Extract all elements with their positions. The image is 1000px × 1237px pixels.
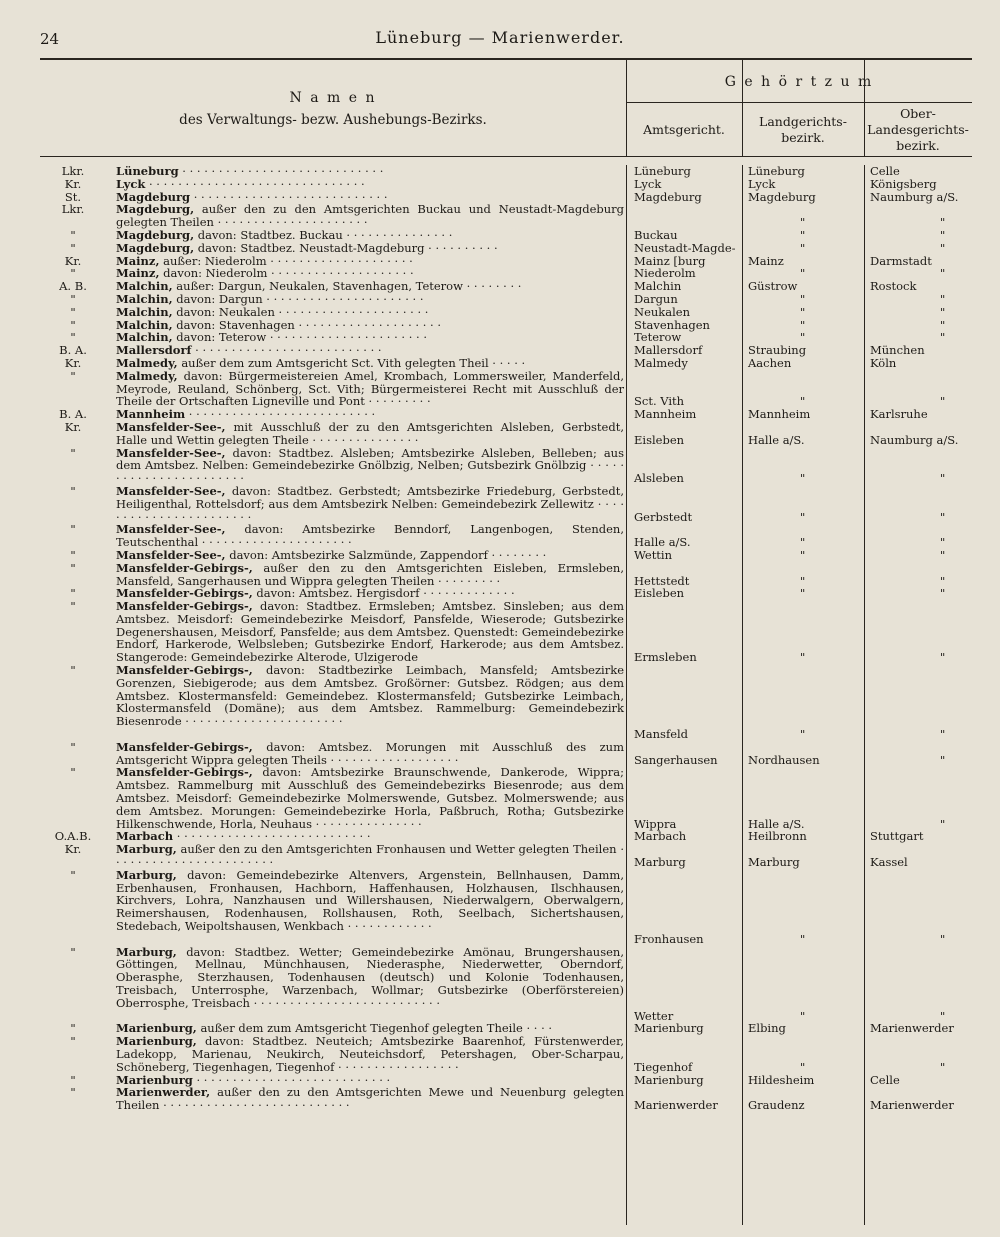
row-amtsgericht: Wetter — [634, 1008, 674, 1023]
row-district-name — [116, 523, 624, 549]
row-district-detail: davon: Gemeindebezirke Altenvers, Argenstein, Bellnhausen, Damm, Erbenhausen, Fronhausen, Hachborn, Haffenhausen, Holzhausen, Ilschhausen, Kirchvers, Lohra, Nanzhausen und Willershausen, Niederwalgern, Oberwalgern, Reimershausen, Rodenhausen, Rollshausen, Roth, Seelbach, Sichertshausen, Stedebach, Weipoltshausen, Wenkbach · · · · · · · · · · · · — [116, 867, 624, 934]
row-amtsgericht: Wettin — [634, 547, 673, 562]
row-district-detail: davon: Amtsbezirke Salzmünde, Zappendorf · · · · · · · · — [225, 547, 547, 562]
row-landgericht: " — [800, 573, 806, 588]
row-district-main: Malmedy, — [116, 368, 178, 383]
row-oberlandesgericht: " — [940, 1059, 946, 1074]
row-district-detail: außer: Niederolm · · · · · · · · · · · · · · · · · · · · — [159, 253, 413, 268]
row-oberlandesgericht: " — [940, 394, 946, 409]
row-district-name — [116, 447, 624, 485]
row-district-main: Magdeburg, — [116, 240, 195, 255]
table-row — [40, 203, 972, 229]
row-amtsgericht: Magdeburg — [634, 189, 702, 204]
table-row — [40, 421, 972, 447]
row-amtsgericht: Tiegenhof — [634, 1059, 693, 1074]
row-landgericht: " — [800, 304, 806, 319]
row-district-detail: davon: Stadtbez. Wetter; Gemeindebezirke Amönau, Brungershausen, Göttingen, Mellnau, Münchhausen, Niederasphe, Niederwetter, Oberndorf, Oberasphe, Sterzhausen, Todenhausen (deutsch) und Kolonie Todenhausen, Treisbach, Unterrosphe, Warzenbach, Wollmar; Gutsbezirke (Oberförstereien) Oberrosphe, Treisbach · · · · · · · · · · · · · · · · · · · · · · · · · · — [116, 944, 624, 1010]
row-district-main: Lyck — [116, 176, 146, 191]
row-landgericht: Straubing — [748, 343, 807, 358]
row-kind: B. A. — [59, 343, 87, 358]
row-district-name — [116, 741, 624, 767]
row-district-main: Mansfelder-See-, — [116, 419, 226, 434]
row-landgericht: Lüneburg — [748, 165, 805, 178]
row-oberlandesgericht: " — [940, 330, 946, 345]
row-district-main: Malchin, — [116, 279, 173, 294]
row-oberlandesgericht: " — [940, 240, 946, 255]
row-district-detail: · · · · · · · · · · · · · · · · · · · · · · · · · · · — [190, 189, 388, 204]
row-kind: " — [70, 765, 76, 780]
row-landgericht: " — [800, 509, 806, 524]
row-oberlandesgericht: Darmstadt — [870, 253, 932, 268]
row-district-detail: davon: Stadtbez. Neuteich; Amtsbezirke Baarenhof, Fürstenwerder, Ladekopp, Marienau, Neukirch, Neuteichsdorf, Petershagen, Ober-Scharpau, Schöneberg, Tiegenhagen, Tiegenhof · · · · · · · · · · · · · · · · · — [116, 1034, 624, 1074]
row-kind: Kr. — [64, 842, 82, 857]
row-oberlandesgericht: Celle — [870, 1072, 900, 1087]
row-district-name — [116, 203, 624, 229]
row-district-detail: davon: Amtsbez. Morungen mit Ausschluß des zum Amtsgericht Wippra gelegten Theils · · · · · · · · · · · · · · · · · · — [116, 739, 624, 767]
table-body — [40, 165, 972, 1225]
row-landgericht: Nordhausen — [748, 752, 820, 767]
row-district-detail: davon: Stadtbez. Neustadt-Magdeburg · · · · · · · · · · — [194, 240, 498, 255]
running-head: Lüneburg — Marienwerder. — [375, 28, 625, 47]
table-row — [40, 869, 972, 946]
row-oberlandesgericht: Rostock — [870, 279, 917, 294]
row-district-detail: davon: Neukalen · · · · · · · · · · · · · · · · · · · · · — [172, 304, 429, 319]
row-amtsgericht: Malmedy — [634, 355, 688, 370]
table-header — [40, 58, 972, 157]
row-kind: " — [70, 1072, 76, 1087]
row-amtsgericht: Lyck — [634, 176, 662, 191]
row-kind: Kr. — [64, 253, 82, 268]
row-district-detail: außer dem zum Amtsgericht Sct. Vith gelegten Theil · · · · · — [177, 355, 526, 370]
table-row — [40, 741, 972, 767]
row-district-name — [116, 485, 624, 523]
row-oberlandesgericht: " — [940, 215, 946, 230]
row-district-main: Marienburg — [116, 1072, 193, 1087]
table-row — [40, 766, 972, 830]
row-oberlandesgericht: Marienwerder — [870, 1021, 954, 1036]
row-amtsgericht: Marbach — [634, 829, 687, 844]
row-amtsgericht: Eisleben — [634, 432, 685, 447]
row-amtsgericht: Eisleben — [634, 586, 685, 601]
row-oberlandesgericht: " — [940, 471, 946, 486]
row-amtsgericht: Buckau — [634, 227, 678, 242]
row-amtsgericht: Sangerhausen — [634, 752, 718, 767]
row-amtsgericht: Ermsleben — [634, 650, 697, 665]
row-oberlandesgericht: " — [940, 931, 946, 946]
table-row — [40, 600, 972, 664]
row-district-main: Mainz, — [116, 253, 160, 268]
row-landgericht: " — [800, 394, 806, 409]
row-landgericht: Mainz — [748, 253, 784, 268]
page-number: 24 — [40, 30, 60, 48]
row-oberlandesgericht: Stuttgart — [870, 829, 924, 844]
row-oberlandesgericht: " — [940, 650, 946, 665]
row-landgericht: " — [800, 727, 806, 742]
row-district-main: Lüneburg — [116, 165, 179, 178]
header-oberlandesgerichtsbezirk: Ober- Landesgerichts- bezirk. — [867, 106, 969, 153]
row-district-main: Marburg, — [116, 867, 177, 882]
row-kind: Lkr. — [61, 202, 85, 217]
row-district-detail: davon: Stadtbez. Ermsleben; Amtsbez. Sinsleben; aus dem Amtsbez. Meisdorf: Gemeindebezirke Meisdorf, Pansfelde, Wieserode; Gutsbezirke Degenershausen, Meisdorf, Pansfelde; aus dem Amtsbez. Quenstedt: Gemeindebezirke Endorf, Harkerode, Welbsleben; Gutsbezirke Endorf, Harkerode; aus dem Amtsbez. Stangerode: Gemeindebezirke Alterode, Ulzigerode — [116, 599, 624, 665]
header-landgerichtsbezirk: Landgerichts- bezirk. — [759, 114, 847, 145]
row-landgericht: " — [800, 1008, 806, 1023]
table-row — [40, 447, 972, 485]
row-oberlandesgericht: Köln — [870, 355, 897, 370]
row-kind: Kr. — [64, 419, 82, 434]
row-kind: " — [70, 599, 76, 614]
table-row — [40, 370, 972, 408]
row-district-main: Mansfelder-See-, — [116, 522, 226, 537]
header-names-line1: N a m e n — [289, 90, 377, 106]
row-district-main: Marienwerder, — [116, 1085, 211, 1100]
row-district-main: Magdeburg, — [116, 202, 195, 217]
row-district-main: Mansfelder-Gebirgs-, — [116, 586, 253, 601]
row-landgericht: Aachen — [748, 355, 792, 370]
row-kind: " — [70, 867, 76, 882]
row-district-main: Marbach — [116, 829, 174, 844]
row-oberlandesgericht: München — [870, 343, 925, 358]
row-landgericht: Marburg — [748, 855, 800, 870]
row-amtsgericht: Marienwerder — [634, 1098, 718, 1113]
row-district-detail: · · · · · · · · · · · · · · · · · · · · · · · · · · · — [173, 829, 371, 844]
row-landgericht: " — [800, 535, 806, 550]
row-oberlandesgericht: " — [940, 573, 946, 588]
table-row — [40, 523, 972, 549]
table-row — [40, 1086, 972, 1112]
row-district-main: Mansfelder-Gebirgs-, — [116, 599, 253, 614]
row-district-main: Mansfelder-See-, — [116, 483, 226, 498]
row-district-name — [116, 869, 624, 933]
row-district-main: Malchin, — [116, 317, 173, 332]
row-kind: " — [70, 483, 76, 498]
table-row — [40, 664, 972, 741]
row-oberlandesgericht: Kassel — [870, 855, 908, 870]
row-landgericht: " — [800, 471, 806, 486]
row-district-detail: davon: Bürgermeistereien Amel, Krombach, Lommersweiler, Manderfeld, Meyrode, Reuland, Schönberg, Sct. Vith; Bürgermeisterei Recht mit Ausschluß der Theile der Ortschaften Ligneville und Pont · · · · · · · · · — [116, 368, 624, 409]
row-landgericht: " — [800, 1059, 806, 1074]
header-names-line2: des Verwaltungs- bezw. Aushebungs-Bezirks. — [179, 112, 487, 128]
row-district-detail: davon: Stavenhagen · · · · · · · · · · · · · · · · · · · · — [172, 317, 442, 332]
table-row — [40, 1035, 972, 1073]
row-district-detail: davon: Teterow · · · · · · · · · · · · · · · · · · · · · · — [172, 330, 428, 345]
row-oberlandesgericht: " — [940, 304, 946, 319]
row-landgericht: " — [800, 266, 806, 281]
row-amtsgericht: Neukalen — [634, 304, 690, 319]
row-amtsgericht: Mallersdorf — [634, 343, 703, 358]
row-kind: " — [70, 317, 76, 332]
row-amtsgericht: Malchin — [634, 279, 682, 294]
row-district-main: Malchin, — [116, 291, 173, 306]
row-landgericht: Halle a/S. — [748, 432, 805, 447]
row-district-detail: · · · · · · · · · · · · · · · · · · · · · · · · · · · · — [178, 165, 384, 178]
row-amtsgericht: Halle a/S. — [634, 535, 691, 550]
row-amtsgericht: Mannheim — [634, 407, 697, 422]
table-row — [40, 843, 972, 869]
row-district-detail: · · · · · · · · · · · · · · · · · · · · · · · · · · · · · · — [145, 176, 365, 191]
row-kind: " — [70, 304, 76, 319]
row-landgericht: Heilbronn — [748, 829, 807, 844]
row-kind: " — [70, 445, 76, 460]
row-district-detail: davon: Stadtbez. Alsleben; Amtsbezirke Alsleben, Belleben; aus dem Amtsbez. Nelben: Gemeindebezirke Gnölbzig, Nelben; Gutsbezirk Gnölbzig · · · · · · · · · · · · · · · · · · · · · · · — [116, 445, 624, 486]
row-amtsgericht: Stavenhagen — [634, 317, 710, 332]
row-district-main: Mansfelder-Gebirgs-, — [116, 765, 253, 780]
row-district-main: Marburg, — [116, 842, 177, 857]
row-amtsgericht: Marienburg — [634, 1021, 704, 1036]
row-district-main: Marburg, — [116, 944, 177, 959]
row-district-main: Mansfelder-Gebirgs-, — [116, 739, 253, 754]
row-district-main: Malchin, — [116, 330, 173, 345]
row-landgericht: " — [800, 650, 806, 665]
row-district-main: Mannheim — [116, 407, 186, 422]
header-gehoert-zum: G e h ö r t z u m — [724, 74, 874, 90]
row-kind: " — [70, 547, 76, 562]
row-district-detail: außer den zu den Amtsgerichten Buckau und Neustadt-Magdeburg gelegten Theilen · · · · · · · · · · · · · · · · · · · · · — [116, 202, 624, 230]
row-oberlandesgericht: " — [940, 547, 946, 562]
table-row — [40, 485, 972, 523]
row-kind: Lkr. — [61, 165, 85, 178]
table-row — [40, 946, 972, 1023]
row-oberlandesgericht: Celle — [870, 165, 900, 178]
row-district-main: Magdeburg, — [116, 227, 195, 242]
row-amtsgericht: Teterow — [634, 330, 682, 345]
row-district-main: Mansfelder-See-, — [116, 547, 226, 562]
row-amtsgericht: Gerbstedt — [634, 509, 693, 524]
row-kind: O.A.B. — [54, 829, 92, 844]
row-district-detail: · · · · · · · · · · · · · · · · · · · · · · · · · · · — [192, 1072, 391, 1087]
row-district-main: Malchin, — [116, 304, 173, 319]
row-amtsgericht: Lüneburg — [634, 165, 691, 178]
row-district-main: Marienburg, — [116, 1021, 197, 1036]
row-landgericht: Hildesheim — [748, 1072, 815, 1087]
row-landgericht: " — [800, 215, 806, 230]
row-landgericht: " — [800, 931, 806, 946]
row-district-name — [116, 1035, 624, 1073]
row-kind: " — [70, 1085, 76, 1100]
row-oberlandesgericht: Königsberg — [870, 176, 937, 191]
row-amtsgericht: Marburg — [634, 855, 686, 870]
row-district-name — [116, 370, 624, 408]
row-district-detail: · · · · · · · · · · · · · · · · · · · · · · · · · · — [191, 343, 382, 358]
row-kind: Kr. — [64, 355, 82, 370]
row-kind: " — [70, 560, 76, 575]
row-landgericht: " — [800, 291, 806, 306]
row-amtsgericht: Hettstedt — [634, 573, 690, 588]
row-oberlandesgericht: Naumburg a/S. — [870, 432, 959, 447]
row-oberlandesgericht: Karlsruhe — [870, 407, 928, 422]
header-rule-h — [626, 102, 972, 103]
row-amtsgericht: Neustadt-Magde- — [634, 240, 736, 255]
row-district-detail: · · · · · · · · · · · · · · · · · · · · · · · · · · — [185, 407, 376, 422]
row-amtsgericht: Mansfeld — [634, 727, 689, 742]
row-amtsgericht: Fronhausen — [634, 931, 704, 946]
row-landgericht: Elbing — [748, 1021, 786, 1036]
row-district-main: Mansfelder-Gebirgs-, — [116, 663, 253, 678]
row-kind: " — [70, 663, 76, 678]
row-landgericht: " — [800, 227, 806, 242]
row-landgericht: " — [800, 586, 806, 601]
row-oberlandesgericht: " — [940, 535, 946, 550]
row-landgericht: " — [800, 330, 806, 345]
row-district-detail: davon: Amtsbezirke Braunschwende, Dankerode, Wippra; Amtsbez. Rammelburg mit Ausschluß des Gemeindebezirks Biesenrode; aus dem Amtsbez. Meisdorf: Gemeindebezirke Molmerswende, Gutsbez. Molmerswende; aus dem Amtsbez. Morungen: Gemeindebezirke Horla, Paßbruch, Rotha; Gutsbezirke Hilkenschwende, Horla, Neuhaus · · · · · · · · · · · · · · · — [116, 765, 624, 831]
row-landgericht: Halle a/S. — [748, 816, 805, 831]
row-landgericht: Mannheim — [748, 407, 811, 422]
row-oberlandesgericht: " — [940, 727, 946, 742]
row-district-main: Marienburg, — [116, 1034, 197, 1049]
header-amtsgericht: Amtsgericht. — [643, 122, 725, 137]
row-oberlandesgericht: " — [940, 291, 946, 306]
row-district-main: Mansfelder-Gebirgs-, — [116, 560, 253, 575]
row-kind: " — [70, 944, 76, 959]
row-district-main: Malmedy, — [116, 355, 178, 370]
row-kind: " — [70, 586, 76, 601]
row-kind: " — [70, 240, 76, 255]
row-district-name — [116, 664, 624, 728]
row-district-detail: davon: Amtsbezirke Benndorf, Langenbogen, Stenden, Teutschenthal · · · · · · · · · · · · · · · · · · · · · — [116, 522, 624, 550]
row-district-detail: davon: Stadtbezirke Leimbach, Mansfeld; Amtsbezirke Gorenzen, Siebigerode; aus dem Amtsbez. Großörner: Gutsbez. Rödgen; aus dem Amtsbez. Klostermansfeld: Gemeindebez. Klostermansfeld; Gutsbezirke Leimbach, Klostermansfeld (Domäne); aus dem Amtsbez. Rammelburg: Gemeindebezirk Biesenrode · · · · · · · · · · · · · · · · · · · · · · — [116, 663, 624, 729]
row-oberlandesgericht: Naumburg a/S. — [870, 189, 959, 204]
row-district-detail: davon: Dargun · · · · · · · · · · · · · · · · · · · · · · — [172, 291, 424, 306]
row-oberlandesgericht: " — [940, 227, 946, 242]
row-oberlandesgericht: " — [940, 816, 946, 831]
row-landgericht: " — [800, 240, 806, 255]
row-amtsgericht: Niederolm — [634, 266, 696, 281]
row-amtsgericht: Alsleben — [634, 471, 684, 486]
row-kind: " — [70, 330, 76, 345]
row-district-name — [116, 843, 624, 869]
row-kind: " — [70, 291, 76, 306]
row-oberlandesgericht: " — [940, 266, 946, 281]
table-row — [40, 562, 972, 588]
row-district-detail: davon: Stadtbez. Buckau · · · · · · · · · · · · · · · — [194, 227, 453, 242]
row-district-detail: davon: Niederolm · · · · · · · · · · · · · · · · · · · · — [159, 266, 414, 281]
row-district-detail: außer: Dargun, Neukalen, Stavenhagen, Teterow · · · · · · · · — [172, 279, 522, 294]
row-landgericht: Graudenz — [748, 1098, 805, 1113]
row-district-detail: mit Ausschluß der zu den Amtsgerichten Alsleben, Gerbstedt, Halle und Wettin gelegten Theile · · · · · · · · · · · · · · · — [116, 419, 624, 447]
row-district-detail: davon: Amtsbez. Hergisdorf · · · · · · · · · · · · · — [252, 586, 515, 601]
row-oberlandesgericht: Marienwerder — [870, 1098, 954, 1113]
row-oberlandesgericht: " — [940, 586, 946, 601]
row-district-main: Mansfelder-See-, — [116, 445, 226, 460]
row-oberlandesgericht: " — [940, 1008, 946, 1023]
row-district-detail: davon: Stadtbez. Gerbstedt; Amtsbezirke Friedeburg, Gerbstedt, Heiligenthal, Rottelsdorf; aus dem Amtsbezirk Nelben: Gemeindebezirk Zellewitz · · · · · · · · · · · · · · · · · · · · · · · — [116, 483, 624, 524]
row-kind: " — [70, 739, 76, 754]
row-district-name — [116, 1086, 624, 1112]
row-kind: St. — [64, 189, 82, 204]
row-district-name — [116, 766, 624, 830]
row-landgericht: Güstrow — [748, 279, 798, 294]
row-kind: " — [70, 522, 76, 537]
row-district-detail: außer den zu den Amtsgerichten Eisleben, Ermsleben, Mansfeld, Sangerhausen und Wippra gelegten Theilen · · · · · · · · · — [116, 560, 624, 588]
row-landgericht: Magdeburg — [748, 189, 816, 204]
row-amtsgericht: Mainz [burg — [634, 253, 706, 268]
row-district-main: Mainz, — [116, 266, 160, 281]
table-rows — [40, 165, 972, 1112]
row-district-name — [116, 562, 624, 588]
row-district-main: Mallersdorf — [116, 343, 192, 358]
row-kind: " — [70, 1034, 76, 1049]
row-kind: " — [70, 227, 76, 242]
row-oberlandesgericht: " — [940, 317, 946, 332]
row-kind: B. A. — [59, 407, 87, 422]
row-kind: Kr. — [64, 176, 82, 191]
row-landgericht: Lyck — [748, 176, 776, 191]
row-amtsgericht: Wippra — [634, 816, 677, 831]
row-kind: A. B. — [59, 279, 87, 294]
row-landgericht: " — [800, 547, 806, 562]
row-landgericht: " — [800, 317, 806, 332]
row-oberlandesgericht: " — [940, 509, 946, 524]
row-amtsgericht: Dargun — [634, 291, 678, 306]
row-district-detail: außer dem zum Amtsgericht Tiegenhof gelegten Theile · · · · — [196, 1021, 553, 1036]
row-amtsgericht: Marienburg — [634, 1072, 704, 1087]
row-district-name — [116, 600, 624, 664]
row-oberlandesgericht: " — [940, 752, 946, 767]
row-kind: " — [70, 1021, 76, 1036]
row-district-name — [116, 421, 624, 447]
row-amtsgericht: Sct. Vith — [634, 394, 685, 409]
row-district-detail: außer den zu den Amtsgerichten Mewe und Neuenburg gelegten Theilen · · · · · · · · · · · · · · · · · · · · · · · · · · — [116, 1085, 624, 1113]
row-district-detail: außer den zu den Amtsgerichten Fronhausen und Wetter gelegten Theilen · · · · · · · · · · · · · · · · · · · · · · · — [116, 842, 624, 870]
row-kind: " — [70, 368, 76, 383]
row-district-name — [116, 946, 624, 1010]
row-kind: " — [70, 266, 76, 281]
row-district-main: Magdeburg — [116, 189, 191, 204]
